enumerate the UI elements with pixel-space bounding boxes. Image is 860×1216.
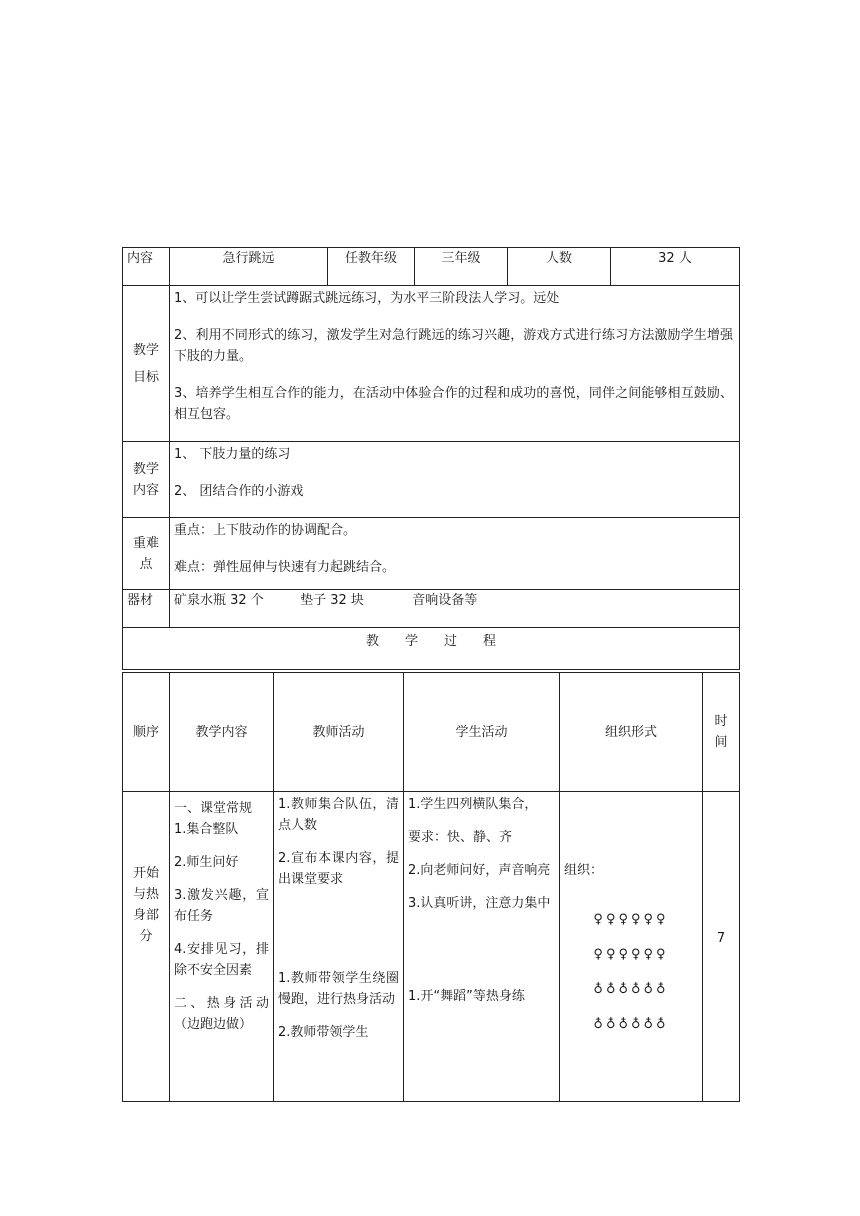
teacher-activity-3: 1.教师带领学生绕圈慢跑，进行热身活动	[278, 971, 399, 1007]
col-organization: 组织形式	[560, 673, 703, 792]
teaching-content-cell	[170, 442, 740, 518]
objective-2: 2、利用不同形式的练习，激发学生对急行跳远的练习兴趣，游戏方式进行练习方法激励学生增强下肢的力量。	[174, 328, 733, 364]
content-warmup: 二、热身活动（边跑边做）	[174, 996, 269, 1032]
section-name-line1: 开始	[132, 866, 159, 881]
content-safety: 4.安排见习，排除不安全因素	[174, 942, 269, 978]
content-routine: 一、课堂常规	[174, 801, 253, 816]
col-time-line2: 间	[714, 735, 728, 750]
teacher-activity-4: 2.教师带领学生	[278, 1025, 369, 1040]
section-teacher	[274, 792, 404, 1102]
formation-row-2: ♀♀♀♀♀♀	[593, 947, 669, 962]
section-time: 7	[703, 792, 740, 1102]
label-teaching-content-line2: 内容	[132, 482, 159, 498]
label-teaching-content-line1: 教学	[132, 461, 159, 477]
label-equipment: 器材	[123, 590, 170, 628]
teaching-content-1: 1、 下肢力量的练习	[174, 447, 291, 462]
count-value: 32 人	[611, 248, 740, 286]
student-activity-2: 要求：快、静、齐	[408, 830, 513, 845]
label-key-points	[123, 518, 170, 590]
equipment-bottles: 矿泉水瓶 32 个	[174, 593, 264, 608]
equipment-cell	[170, 590, 740, 628]
label-count: 人数	[508, 248, 611, 286]
section-organization	[560, 792, 703, 1102]
formation-row-3: ♁♁♁♁♁♁	[593, 982, 669, 997]
col-student: 学生活动	[404, 673, 560, 792]
student-activity-5: 1.开“舞蹈”等热身练	[408, 989, 525, 1004]
key-points-cell	[170, 518, 740, 590]
teaching-content-2: 2、 团结合作的小游戏	[174, 484, 304, 499]
section-name	[123, 792, 170, 1102]
equipment-audio: 音响设备等	[412, 593, 478, 608]
key-point: 重点：上下肢动作的协调配合。	[174, 523, 357, 538]
content-motivate: 3.激发兴趣，宣布任务	[174, 888, 269, 924]
section-name-line3: 身部	[132, 908, 159, 923]
label-objectives-line1: 教学	[132, 342, 159, 358]
label-key-points-line1: 重难	[132, 535, 159, 551]
col-time-line1: 时	[714, 714, 728, 729]
label-objectives-line2: 目标	[132, 369, 159, 385]
grade-value: 三年级	[415, 248, 508, 286]
equipment-mats: 垫子 32 块	[300, 593, 364, 608]
section-student	[404, 792, 560, 1102]
section-content	[170, 792, 274, 1102]
label-key-points-line2: 点	[139, 556, 153, 572]
label-grade: 任教年级	[328, 248, 415, 286]
col-teacher: 教师活动	[274, 673, 404, 792]
col-order: 顺序	[123, 673, 170, 792]
objective-3: 3、培养学生相互合作的能力，在活动中体验合作的过程和成功的喜悦，同伴之间能够相互鼓励、相互包容。	[174, 386, 733, 422]
lesson-info-table	[122, 247, 740, 670]
label-objectives	[123, 286, 170, 442]
difficult-point: 难点：弹性屈伸与快速有力起跳结合。	[174, 560, 396, 575]
lesson-title: 急行跳远	[170, 248, 328, 286]
section-name-line2: 与热	[132, 887, 159, 902]
formation-row-4: ♁♁♁♁♁♁	[593, 1017, 669, 1032]
teacher-activity-2: 2.宣布本课内容，提出课堂要求	[278, 851, 399, 887]
content-assemble: 1.集合整队	[174, 822, 239, 837]
label-teaching-content	[123, 442, 170, 518]
label-content: 内容	[123, 248, 170, 286]
process-title: 教学过程	[123, 628, 740, 670]
organization-label: 组织：	[564, 863, 604, 878]
student-activity-3: 2.向老师问好，声音响亮	[408, 863, 551, 878]
content-greet: 2.师生问好	[174, 855, 239, 870]
col-time	[703, 673, 740, 792]
section-name-line4: 分	[139, 929, 153, 944]
col-content: 教学内容	[170, 673, 274, 792]
student-activity-4: 3.认真听讲，注意力集中	[408, 896, 551, 911]
objective-1: 1、可以让学生尝试蹲踞式跳远练习，为水平三阶段法人学习。远处	[174, 291, 560, 306]
student-activity-1: 1.学生四列横队集合，	[408, 797, 538, 812]
teacher-activity-1: 1.教师集合队伍，清点人数	[278, 797, 399, 833]
formation-row-1: ♀♀♀♀♀♀	[593, 912, 669, 927]
objectives-cell	[170, 286, 740, 442]
process-table	[122, 672, 740, 1102]
